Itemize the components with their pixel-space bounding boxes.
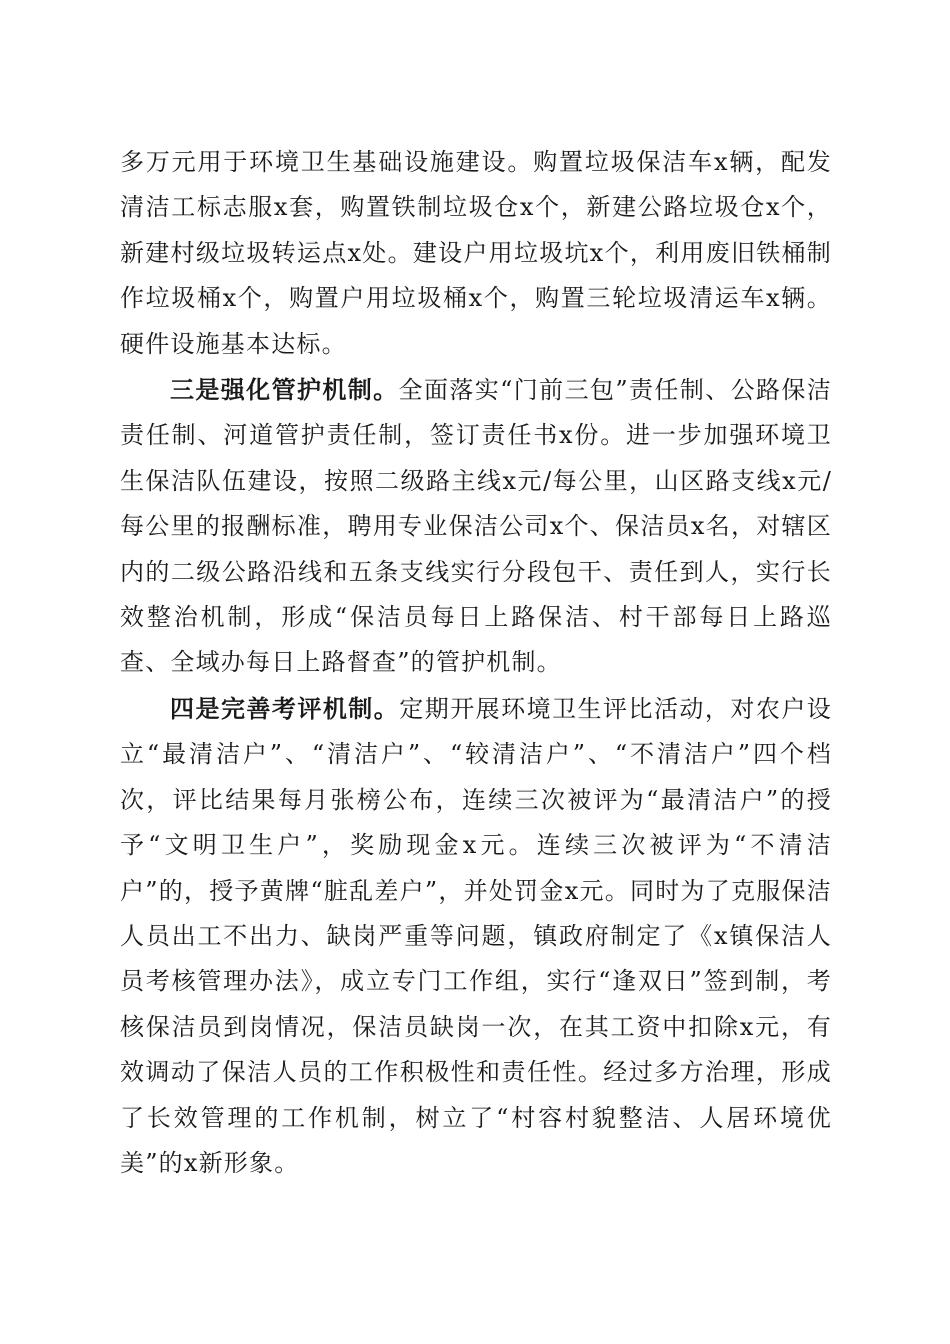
paragraph-facilities <box>120 140 832 367</box>
paragraph-text: 多万元用于环境卫生基础设施建设。购置垃圾保洁车x辆，配发清洁工标志服x套，购置铁制垃圾仓x个，新建公路垃圾仓x个，新建村级垃圾转运点x处。建设户用垃圾坑x个，利用废旧铁桶制作垃圾桶x个，购置户用垃圾桶x个，购置三轮垃圾清运车x辆。硬件设施基本达标。 <box>120 148 832 358</box>
paragraph-text: 全面落实“门前三包”责任制、公路保洁责任制、河道管护责任制，签订责任书x份。进一步加强环境卫生保洁队伍建设，按照二级路主线x元/每公里，山区路支线x元/每公里的报酬标准，聘用专业保洁公司x个、保洁员x名，对辖区内的二级公路沿线和五条支线实行分段包干、责任到人，实行长效整治机制，形成“保洁员每日上路保洁、村干部每日上路巡查、全域办每日上路督查”的管护机制。 <box>120 376 832 677</box>
paragraph-lead-heading: 四是完善考评机制。 <box>170 693 400 723</box>
paragraph-evaluation-mechanism <box>120 686 832 1186</box>
paragraph-lead-heading: 三是强化管护机制。 <box>170 375 399 405</box>
document-page <box>120 140 832 1186</box>
paragraph-text: 定期开展环境卫生评比活动，对农户设立“最清洁户”、“清洁户”、“较清洁户”、“不清洁户”四个档次，评比结果每月张榜公布，连续三次被评为“最清洁户”的授予“文明卫生户”，奖励现金x元。连续三次被评为“不清洁户”的，授予黄牌“脏乱差户”，并处罚金x元。同时为了克服保洁人员出工不出力、缺岗严重等问题，镇政府制定了《x镇保洁人员考核管理办法》，成立专门工作组，实行“逢双日”签到制，考核保洁员到岗情况，保洁员缺岗一次，在其工资中扣除x元，有效调动了保洁人员的工作积极性和责任性。经过多方治理，形成了长效管理的工作机制，树立了“村容村貌整洁、人居环境优美”的x新形象。 <box>120 694 832 1177</box>
paragraph-management-mechanism <box>120 367 832 686</box>
